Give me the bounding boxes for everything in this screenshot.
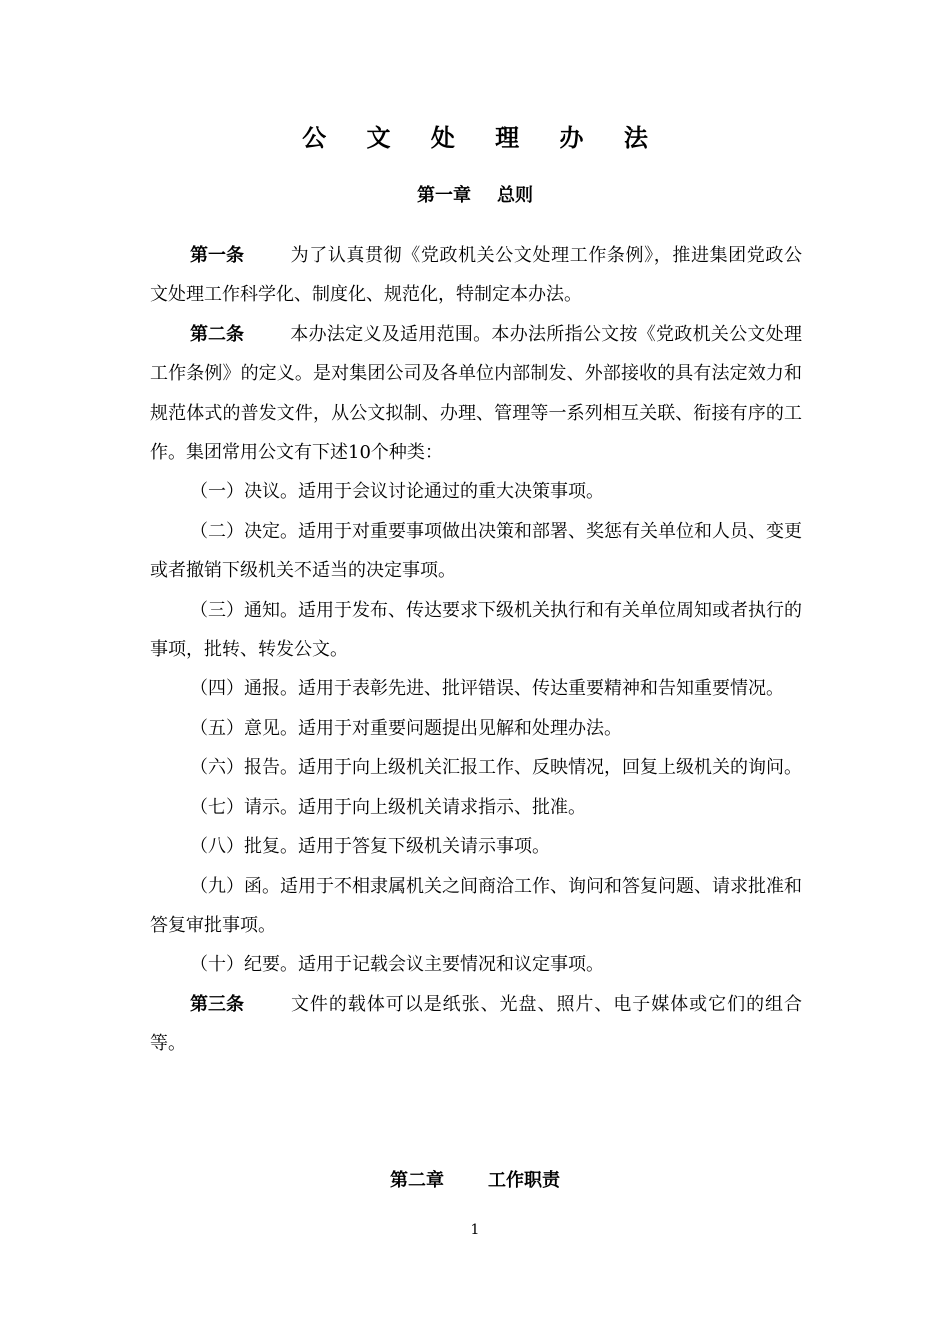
article-1	[150, 236, 802, 315]
document-type-item: （六）报告。适用于向上级机关汇报工作、反映情况，回复上级机关的询问。	[190, 757, 802, 779]
document-type-item: （二）决定。适用于对重要事项做出决策和部署、奖惩有关单位和人员、变更或者撤销下级机关不适当的决定事项。	[150, 520, 802, 582]
article-1-text: 为了认真贯彻《党政机关公文处理工作条例》，推进集团党政公文处理工作科学化、制度化、规范化，特制定本办法。	[150, 245, 802, 306]
page-number: 1	[470, 1222, 480, 1238]
chapter-2-name: 工作职责	[488, 1170, 560, 1191]
document-type-item: （一）决议。适用于会议讨论通过的重大决策事项。	[190, 481, 604, 503]
article-2-number: 第二条	[190, 323, 244, 345]
document-type-item: （三）通知。适用于发布、传达要求下级机关执行和有关单位周知或者执行的事项，批转、转发公文。	[150, 599, 802, 661]
article-3-number: 第三条	[190, 993, 244, 1015]
document-type-item: （五）意见。适用于对重要问题提出见解和处理办法。	[190, 717, 622, 739]
chapter-1-name: 总则	[497, 185, 533, 206]
chapter-2-number: 第二章	[390, 1170, 444, 1191]
document-type-item: （四）通报。适用于表彰先进、批评错误、传达重要精神和告知重要情况。	[190, 678, 784, 700]
document-type-item: （九）函。适用于不相隶属机关之间商洽工作、询问和答复问题、请求批准和答复审批事项。	[150, 875, 802, 936]
article-3-text: 文件的载体可以是纸张、光盘、照片、电子媒体或它们的组合等。	[150, 993, 802, 1055]
chapter-1-number: 第一章	[417, 185, 471, 206]
article-2-text: 本办法定义及适用范围。本办法所指公文按《党政机关公文处理工作条例》的定义。是对集团公司及各单位内部制发、外部接收的具有法定效力和规范体式的普发文件，从公文拟制、办理、管理等一系列相互关联、衔接有序的工作。集团常用公文有下述10个种类：	[150, 323, 802, 464]
document-body	[150, 236, 802, 1064]
document-type-item: （七）请示。适用于向上级机关请求指示、批准。	[190, 796, 586, 818]
chapter-2-heading	[0, 1166, 950, 1196]
document-type-item: （十）纪要。适用于记载会议主要情况和议定事项。	[190, 954, 604, 976]
article-1-number: 第一条	[190, 245, 244, 266]
article-2	[150, 315, 802, 473]
document-title: 公 文 处 理 办 法	[302, 123, 664, 152]
article-3	[150, 985, 802, 1064]
document-type-item: （八）批复。适用于答复下级机关请示事项。	[190, 836, 550, 858]
chapter-1-heading	[0, 181, 950, 211]
